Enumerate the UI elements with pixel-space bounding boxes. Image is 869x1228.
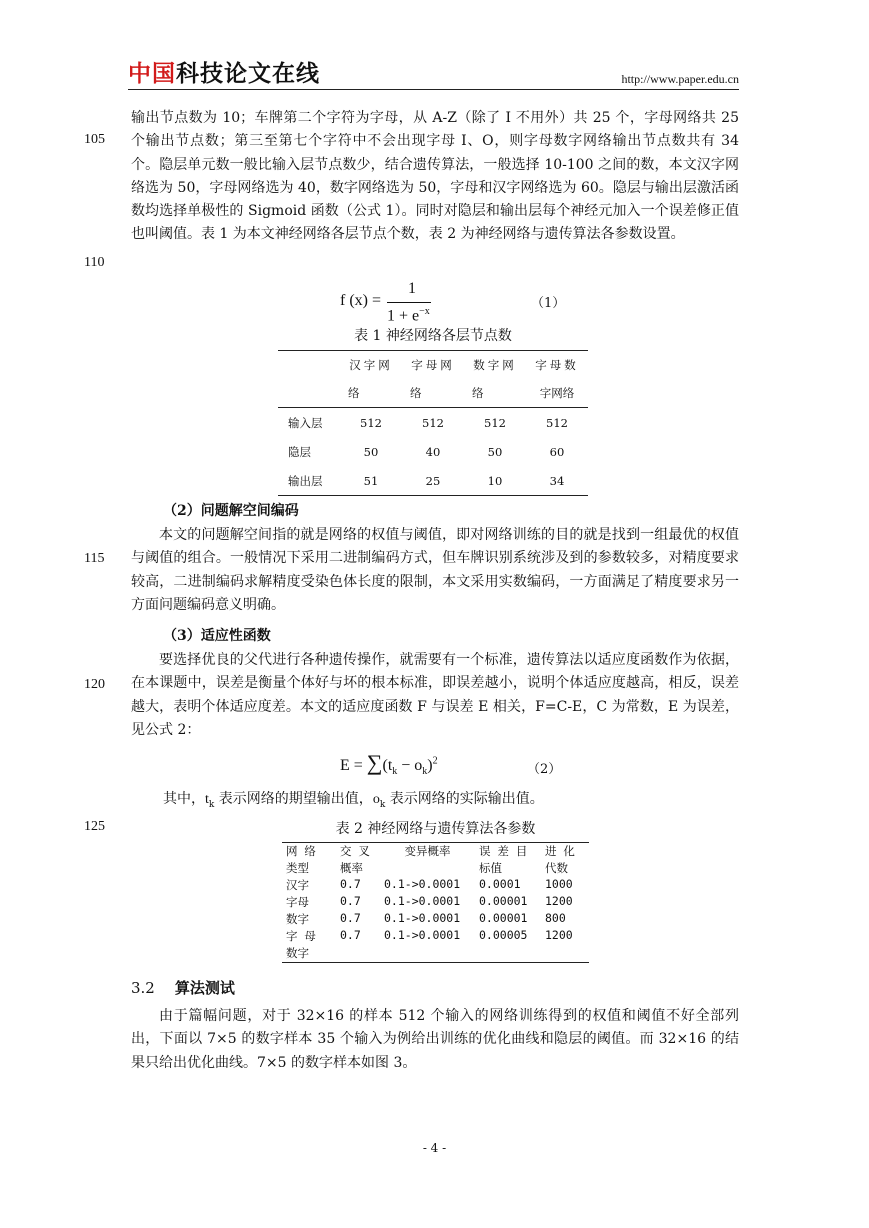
logo-red-text: 中国 [128,61,176,87]
section-heading: 3.2 算法测试 [131,979,235,997]
journal-logo [128,60,320,88]
logo-black-text: 科技论文在线 [176,61,320,87]
table-2-header-row: 网 络 交 叉 变异概率 误 差 目 进 化 [286,844,575,858]
formula-1-lhs: f (x) = [340,292,382,309]
body-paragraph-1: 输出节点数为 10；车牌第二个字符为字母，从 A-Z（除了 I 不用外）共 25 个，字母网络共 25 个输出节点数；第三至第七个字符中不会出现字母 I、O，则字母数字网络输出节点数共有 34 个。隐层单元数一般比输入层节点数少，结合遗传算法，一般选择 10-100 之间的数，本文汉字网络选为 50，字母网络选为 40，数字网络选为 50，字母和汉字网络选为 60。隐层与输出层激活函数均选择单极性的 Sigmoid 函数（公式 1）。同时对隐层和输出层每个神经元加入一个误差修正值也叫阈值。表 1 为本文神经网络各层节点个数，表 2 为神经网络与遗传算法各参数设置。 [131,110,739,243]
formula-1-denominator: $1 + e^{-x}$ [387,306,430,325]
table-2 [282,842,589,963]
subheading-3: （3）适应性函数 [163,628,271,644]
line-number: 120 [84,677,105,692]
formula-2-number: （2） [527,762,562,777]
body-paragraph-5: 由于篇幅问题，对于 32×16 的样本 512 个输入的网络训练得到的权值和阈值不好全部列出，下面以 7×5 的数字样本 35 个输入为例给出训练的优化曲线和隐层的阈值。而 32×16 的结果只给出优化曲线。7×5 的数字样本如图 3。 [131,1008,739,1071]
header-url[interactable]: http://www.paper.edu.cn [621,72,739,86]
line-number: 110 [84,255,105,270]
table-1-header: 字母网 [411,358,455,372]
body-paragraph-3: 要选择优良的父代进行各种遗传操作，就需要有一个标准，遗传算法以适应度函数作为依据，在本课题中，误差是衡量个体好与坏的根本标准，即误差越小，说明个体适应度越高，相反，误差越大，表明个体适应度差。本文的适应度函数 F 与误差 E 相关，F=C-E，C 为常数，E 为误差，见公式 2： [131,652,739,738]
body-paragraph-2: 本文的问题解空间指的就是网络的权值与阈值，即对网络训练的目的就是找到一组最优的权值与阈值的组合。一般情况下采用二进制编码方式，但车牌识别系统涉及到的参数较多，对精度要求较高，二进制编码求解精度受染色体长度的限制，本文采用实数编码，一方面满足了精度要求另一方面问题编码意义明确。 [131,527,739,613]
table-2-caption: 表 2 神经网络与遗传算法各参数 [335,821,536,837]
table-row: 数字 [286,946,309,960]
page-number: - 4 - [422,1141,447,1155]
table-1-header: 络 [402,379,464,408]
line-number: 105 [84,132,105,147]
fraction-bar [387,302,431,303]
formula-1-number: （1） [531,296,566,311]
table-1-header: 络 [340,379,402,408]
formula-2: $E = \sum(t_k - o_k)^2$ [340,750,438,778]
table-row: 汉字 0.7 0.1->0.0001 0.0001 1000 [286,877,573,892]
table-2-header-row: 类型 概率 标值 代数 [286,861,568,875]
table-row: 输入层 512 512 512 512 [288,415,568,430]
line-number: 115 [84,551,105,566]
line-number: 125 [84,819,105,834]
formula-1 [340,280,450,328]
table-1-caption: 表 1 神经网络各层节点数 [354,328,512,344]
table-row: 输出层 51 25 10 34 [288,473,565,488]
table-row: 字母 0.7 0.1->0.0001 0.00001 1200 [286,894,573,909]
table-row: 隐层 50 40 50 60 [288,444,565,459]
table-1-header: 汉字网 [349,358,393,372]
table-row: 数字 0.7 0.1->0.0001 0.00001 800 [286,911,566,926]
formula-1-numerator: 1 [408,280,416,297]
table-1 [278,350,588,496]
body-paragraph-4: 其中，$t_k$ 表示网络的期望输出值，$o_k$ 表示网络的实际输出值。 [163,791,544,810]
table-1-header: 字母数 [535,358,579,372]
subheading-2: （2）问题解空间编码 [163,503,299,519]
table-1-header: 络 [464,379,526,408]
header-rule [128,89,739,90]
table-1-header: 数字网 [473,358,517,372]
table-1-header: 字网络 [526,379,588,408]
table-row: 字 母 0.7 0.1->0.0001 0.00005 1200 [286,928,573,943]
